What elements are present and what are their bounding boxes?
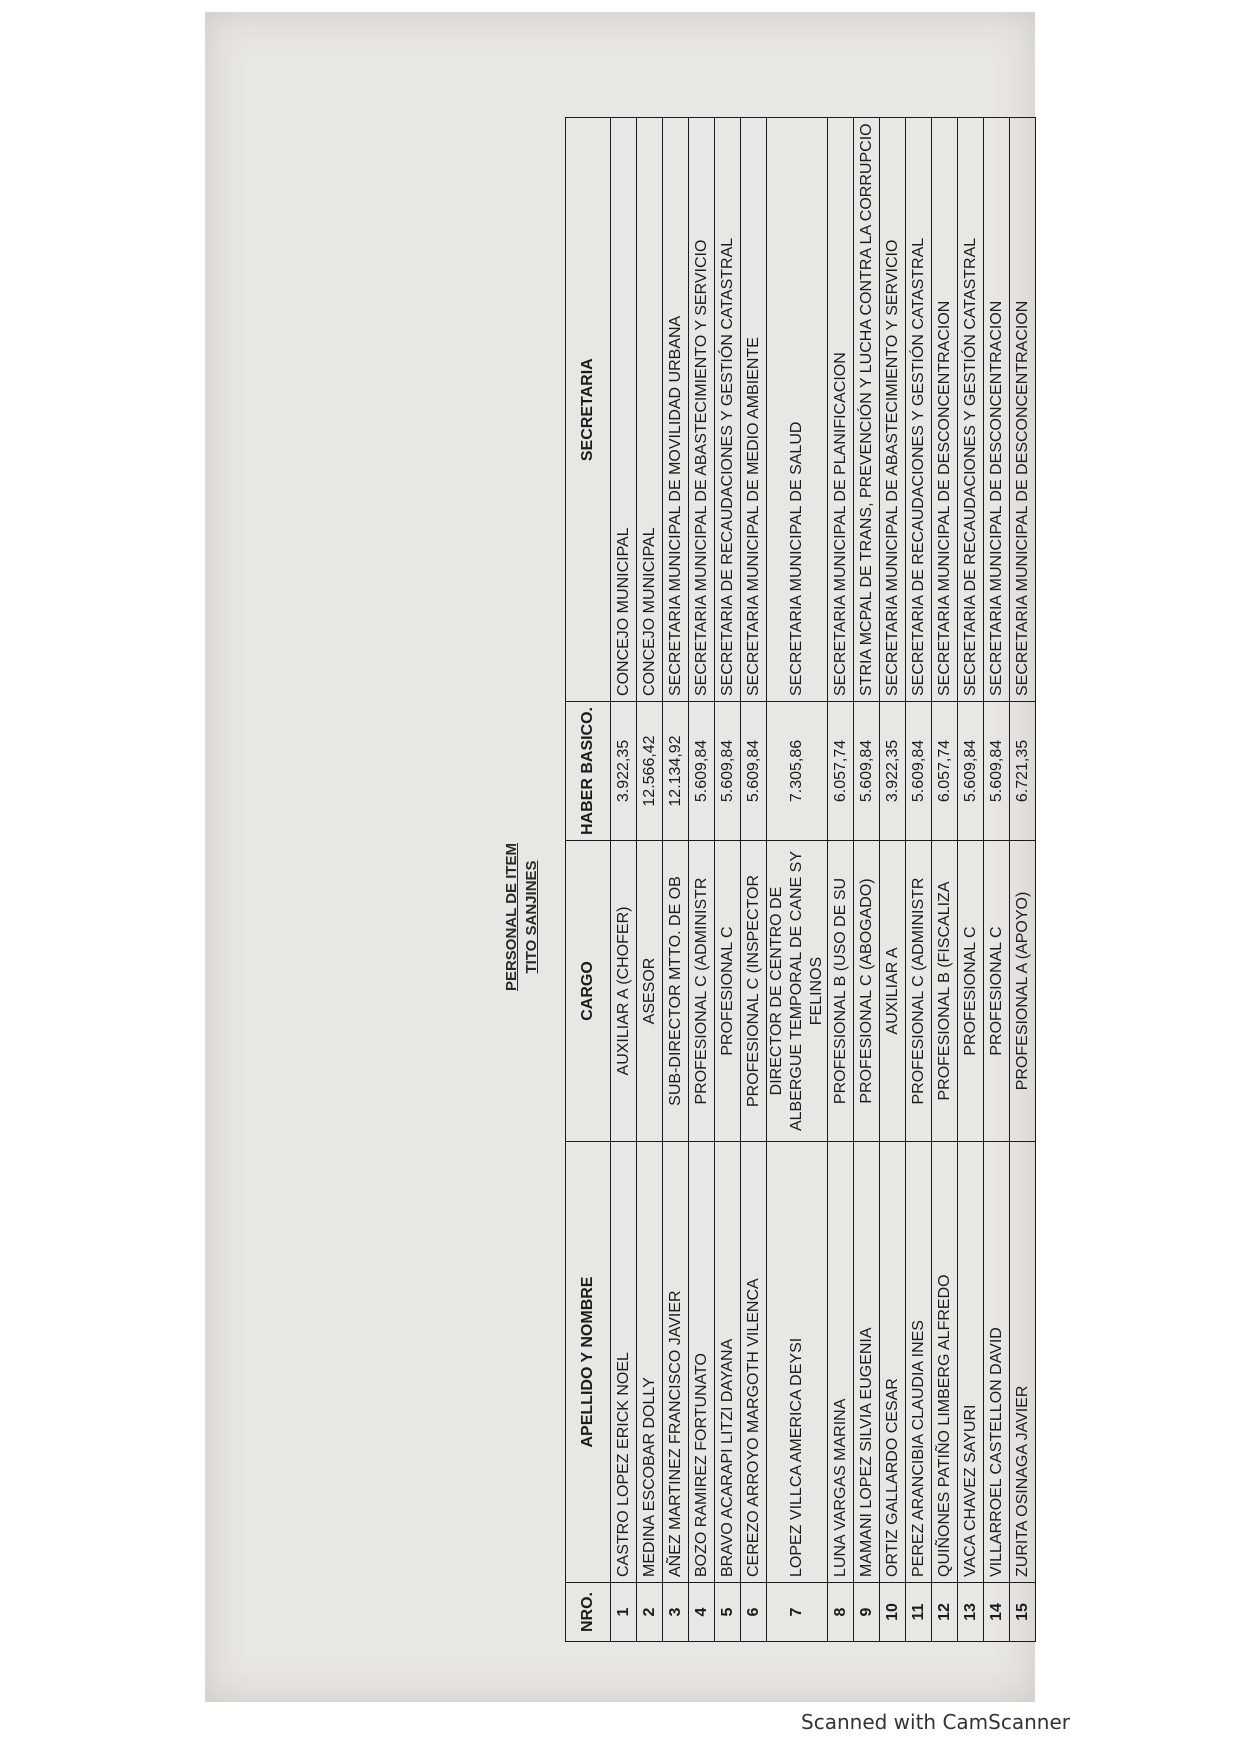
- table-row: [611, 118, 637, 1642]
- table-row: [932, 118, 958, 1642]
- secretariat-cell: SECRETARIA MUNICIPAL DE DESCONCENTRACION: [932, 118, 958, 702]
- secretariat-cell: CONCEJO MUNICIPAL: [637, 118, 663, 702]
- row-number-cell: 12: [932, 1583, 958, 1642]
- base-salary-cell: 5.609,84: [906, 701, 932, 840]
- row-number-cell: 11: [906, 1583, 932, 1642]
- row-number-cell: 3: [663, 1583, 689, 1642]
- secretariat-cell: SECRETARIA MUNICIPAL DE DESCONCENTRACION: [984, 118, 1010, 702]
- employee-name-cell: MAMANI LOPEZ SILVIA EUGENIA: [854, 1142, 880, 1583]
- table-row: [1010, 118, 1036, 1642]
- base-salary-cell: 12.134,92: [663, 701, 689, 840]
- employee-name-cell: BOZO RAMIREZ FORTUNATO: [689, 1142, 715, 1583]
- position-cell: PROFESIONAL C (INSPECTOR: [741, 841, 767, 1142]
- rotated-document: [205, 12, 1035, 1702]
- column-header-name: APELLIDO Y NOMBRE: [566, 1142, 611, 1583]
- table-row: [715, 118, 741, 1642]
- base-salary-cell: 7.305,86: [767, 701, 828, 840]
- position-cell: PROFESIONAL C: [958, 841, 984, 1142]
- table-row: [906, 118, 932, 1642]
- secretariat-cell: SECRETARIA MUNICIPAL DE SALUD: [767, 118, 828, 702]
- table-row: [741, 118, 767, 1642]
- table-row: [958, 118, 984, 1642]
- row-number-cell: 7: [767, 1583, 828, 1642]
- secretariat-cell: SECRETARIA MUNICIPAL DE PLANIFICACION: [828, 118, 854, 702]
- employee-name-cell: PEREZ ARANCIBIA CLAUDIA INES: [906, 1142, 932, 1583]
- base-salary-cell: 6.057,74: [932, 701, 958, 840]
- position-cell: ASESOR: [637, 841, 663, 1142]
- employee-name-cell: CASTRO LOPEZ ERICK NOEL: [611, 1142, 637, 1583]
- row-number-cell: 14: [984, 1583, 1010, 1642]
- secretariat-cell: SECRETARIA MUNICIPAL DE ABASTECIMIENTO Y SERVICIO: [689, 118, 715, 702]
- base-salary-cell: 5.609,84: [984, 701, 1010, 840]
- employee-name-cell: ORTIZ GALLARDO CESAR: [880, 1142, 906, 1583]
- row-number-cell: 6: [741, 1583, 767, 1642]
- column-header-secretaria: SECRETARIA: [566, 118, 611, 702]
- row-number-cell: 4: [689, 1583, 715, 1642]
- row-number-cell: 10: [880, 1583, 906, 1642]
- table-row: [689, 118, 715, 1642]
- base-salary-cell: 5.609,84: [958, 701, 984, 840]
- position-cell: PROFESIONAL C: [984, 841, 1010, 1142]
- secretariat-cell: SECRETARIA MUNICIPAL DE ABASTECIMIENTO Y SERVICIO: [880, 118, 906, 702]
- row-number-cell: 9: [854, 1583, 880, 1642]
- camscanner-watermark: Scanned with CamScanner: [801, 1710, 1070, 1734]
- row-number-cell: 1: [611, 1583, 637, 1642]
- employee-name-cell: QUIÑONES PATIÑO LIMBERG ALFREDO: [932, 1142, 958, 1583]
- employee-name-cell: AÑEZ MARTINEZ FRANCISCO JAVIER: [663, 1142, 689, 1583]
- scanned-page: [205, 12, 1035, 1702]
- position-cell: PROFESIONAL C (ADMINISTR: [689, 841, 715, 1142]
- table-row: [637, 118, 663, 1642]
- position-cell: PROFESIONAL C (ABOGADO): [854, 841, 880, 1142]
- employee-name-cell: LUNA VARGAS MARINA: [828, 1142, 854, 1583]
- position-cell: AUXILIAR A: [880, 841, 906, 1142]
- column-header-haber: HABER BASICO.: [566, 701, 611, 840]
- table-row: [663, 118, 689, 1642]
- column-header-cargo: CARGO: [566, 841, 611, 1142]
- table-row: [880, 118, 906, 1642]
- row-number-cell: 15: [1010, 1583, 1036, 1642]
- secretariat-cell: SECRETARIA MUNICIPAL DE DESCONCENTRACION: [1010, 118, 1036, 702]
- position-cell: PROFESIONAL B (FISCALIZA: [932, 841, 958, 1142]
- secretariat-cell: SECRETARIA DE RECAUDACIONES Y GESTIÓN CATASTRAL: [906, 118, 932, 702]
- employee-name-cell: MEDINA ESCOBAR DOLLY: [637, 1142, 663, 1583]
- secretariat-cell: CONCEJO MUNICIPAL: [611, 118, 637, 702]
- table-row: [984, 118, 1010, 1642]
- employee-name-cell: CEREZO ARROYO MARGOTH VILENCA: [741, 1142, 767, 1583]
- employee-name-cell: VACA CHAVEZ SAYURI: [958, 1142, 984, 1583]
- position-cell: PROFESIONAL A (APOYO): [1010, 841, 1036, 1142]
- table-row: [767, 118, 828, 1642]
- document-title: PERSONAL DE ITEM: [503, 842, 520, 992]
- position-cell: SUB-DIRECTOR MTTO. DE OB: [663, 841, 689, 1142]
- row-number-cell: 5: [715, 1583, 741, 1642]
- base-salary-cell: 5.609,84: [854, 701, 880, 840]
- base-salary-cell: 6.721,35: [1010, 701, 1036, 840]
- row-number-cell: 2: [637, 1583, 663, 1642]
- base-salary-cell: 3.922,35: [611, 701, 637, 840]
- secretariat-cell: SECRETARIA MUNICIPAL DE MEDIO AMBIENTE: [741, 118, 767, 702]
- row-number-cell: 8: [828, 1583, 854, 1642]
- column-header-nro: NRO.: [566, 1583, 611, 1642]
- secretariat-cell: SECRETARIA DE RECAUDACIONES Y GESTIÓN CATASTRAL: [715, 118, 741, 702]
- base-salary-cell: 12.566,42: [637, 701, 663, 840]
- employee-name-cell: ZURITA OSINAGA JAVIER: [1010, 1142, 1036, 1583]
- position-cell: PROFESIONAL C (ADMINISTR: [906, 841, 932, 1142]
- base-salary-cell: 5.609,84: [715, 701, 741, 840]
- employee-name-cell: LOPEZ VILLCA AMERICA DEYSI: [767, 1142, 828, 1583]
- secretariat-cell: SECRETARIA MUNICIPAL DE MOVILIDAD URBANA: [663, 118, 689, 702]
- position-cell: PROFESIONAL C: [715, 841, 741, 1142]
- position-cell: PROFESIONAL B (USO DE SU: [828, 841, 854, 1142]
- document-subtitle: TITO SANJINES: [523, 860, 540, 974]
- table-row: [854, 118, 880, 1642]
- employee-name-cell: VILLARROEL CASTELLON DAVID: [984, 1142, 1010, 1583]
- base-salary-cell: 5.609,84: [689, 701, 715, 840]
- personnel-table: [565, 117, 1036, 1642]
- base-salary-cell: 3.922,35: [880, 701, 906, 840]
- position-cell: AUXILIAR A (CHOFER): [611, 841, 637, 1142]
- table-row: [828, 118, 854, 1642]
- secretariat-cell: STRIA MCPAL DE TRANS, PREVENCIÓN Y LUCHA CONTRA LA CORRUPCIO: [854, 118, 880, 702]
- base-salary-cell: 6.057,74: [828, 701, 854, 840]
- secretariat-cell: SECRETARIA DE RECAUDACIONES Y GESTIÓN CATASTRAL: [958, 118, 984, 702]
- employee-name-cell: BRAVO ACARAPI LITZI DAYANA: [715, 1142, 741, 1583]
- base-salary-cell: 5.609,84: [741, 701, 767, 840]
- position-cell: DIRECTOR DE CENTRO DE ALBERGUE TEMPORAL DE CANE SY FELINOS: [767, 841, 828, 1142]
- row-number-cell: 13: [958, 1583, 984, 1642]
- table-header-row: [566, 118, 611, 1642]
